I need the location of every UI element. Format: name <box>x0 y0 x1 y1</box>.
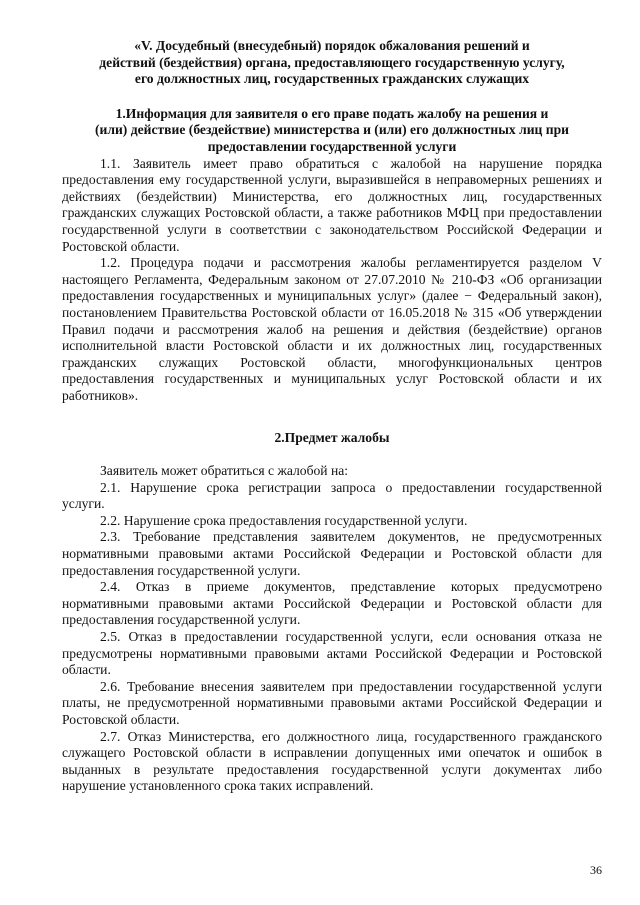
paragraph-2-1: 2.1. Нарушение срока регистрации запроса о предоставлении государственной услуги. <box>62 479 602 512</box>
chapter-title-line: его должностных лиц, государственных гражданских служащих <box>134 71 530 87</box>
section-2-heading: 2.Предмет жалобы <box>274 430 390 446</box>
paragraph-2-5: 2.5. Отказ в предоставлении государственной услуги, если основания отказа не предусмотрены нормативными правовыми актами Российской Федерации и Ростовской области. <box>62 629 602 678</box>
chapter-title <box>62 38 602 88</box>
paragraph-2-7: 2.7. Отказ Министерства, его должностного лица, государственного гражданского служащего Ростовской области в исправлении допущенных ими опечаток и ошибок в выданных в результате предоставления государственной услуги документах либо нарушение установленного срока таких исправлений. <box>62 728 602 794</box>
chapter-title-line: действий (бездействия) органа, предоставляющего государственную услугу, <box>99 54 565 70</box>
paragraph-2-4: 2.4. Отказ в приеме документов, представление которых предусмотрено нормативными правовыми актами Российской Федерации и Ростовской области для предоставления государственной услуги. <box>62 579 602 628</box>
paragraph-2-6: 2.6. Требование внесения заявителем при предоставлении государственной услуги платы, не предусмотренной нормативными правовыми актами Российской Федерации и Ростовской области. <box>62 678 602 727</box>
paragraph-1-1: 1.1. Заявитель имеет право обратиться с жалобой на нарушение порядка предоставления ему государственной услуги, выразившейся в неправомерных решениях и действиях (бездействии) Министерства, его должностных лиц, государственных гражданских служащих Ростовской области, а также работников МФЦ при предоставлении государственной услуги в соответствии с законодательством Российской Федерации и Ростовской области. <box>62 155 602 254</box>
section-1-heading <box>62 106 602 156</box>
paragraph-2-3: 2.3. Требование представления заявителем документов, не предусмотренных нормативными правовыми актами Российской Федерации и Ростовской области для предоставления государственной услуги. <box>62 529 602 578</box>
paragraph-1-2: 1.2. Процедура подачи и рассмотрения жалобы регламентируется разделом V настоящего Регламента, Федеральным законом от 27.07.2010 № 210-ФЗ «Об организации предоставления государственных и муниципальных услуг» (далее − Федеральный закон), постановлением Правительства Ростовской области от 16.05.2018 № 315 «Об утверждении Правил подачи и рассмотрения жалоб на решения и действия (бездействие) органов исполнительной власти Ростовской области и их должностных лиц, государственных гражданских служащих Ростовской области, многофункциональных центров предоставления государственных и муниципальных услуг Ростовской области и их работников». <box>62 255 602 403</box>
section-1-heading-line: предоставлении государственной услуги <box>207 138 457 154</box>
page-number: 36 <box>590 863 602 878</box>
paragraph-2-2: 2.2. Нарушение срока предоставления государственной услуги. <box>100 512 468 528</box>
section-1-heading-line: 1.Информация для заявителя о его праве подать жалобу на решения и <box>115 105 549 121</box>
chapter-title-line: «V. Досудебный (внесудебный) порядок обжалования решений и <box>134 38 530 53</box>
section-2-lead: Заявитель может обратиться с жалобой на: <box>100 463 349 479</box>
section-1-heading-line: (или) действие (бездействие) министерства и (или) его должностных лиц при <box>94 122 569 138</box>
